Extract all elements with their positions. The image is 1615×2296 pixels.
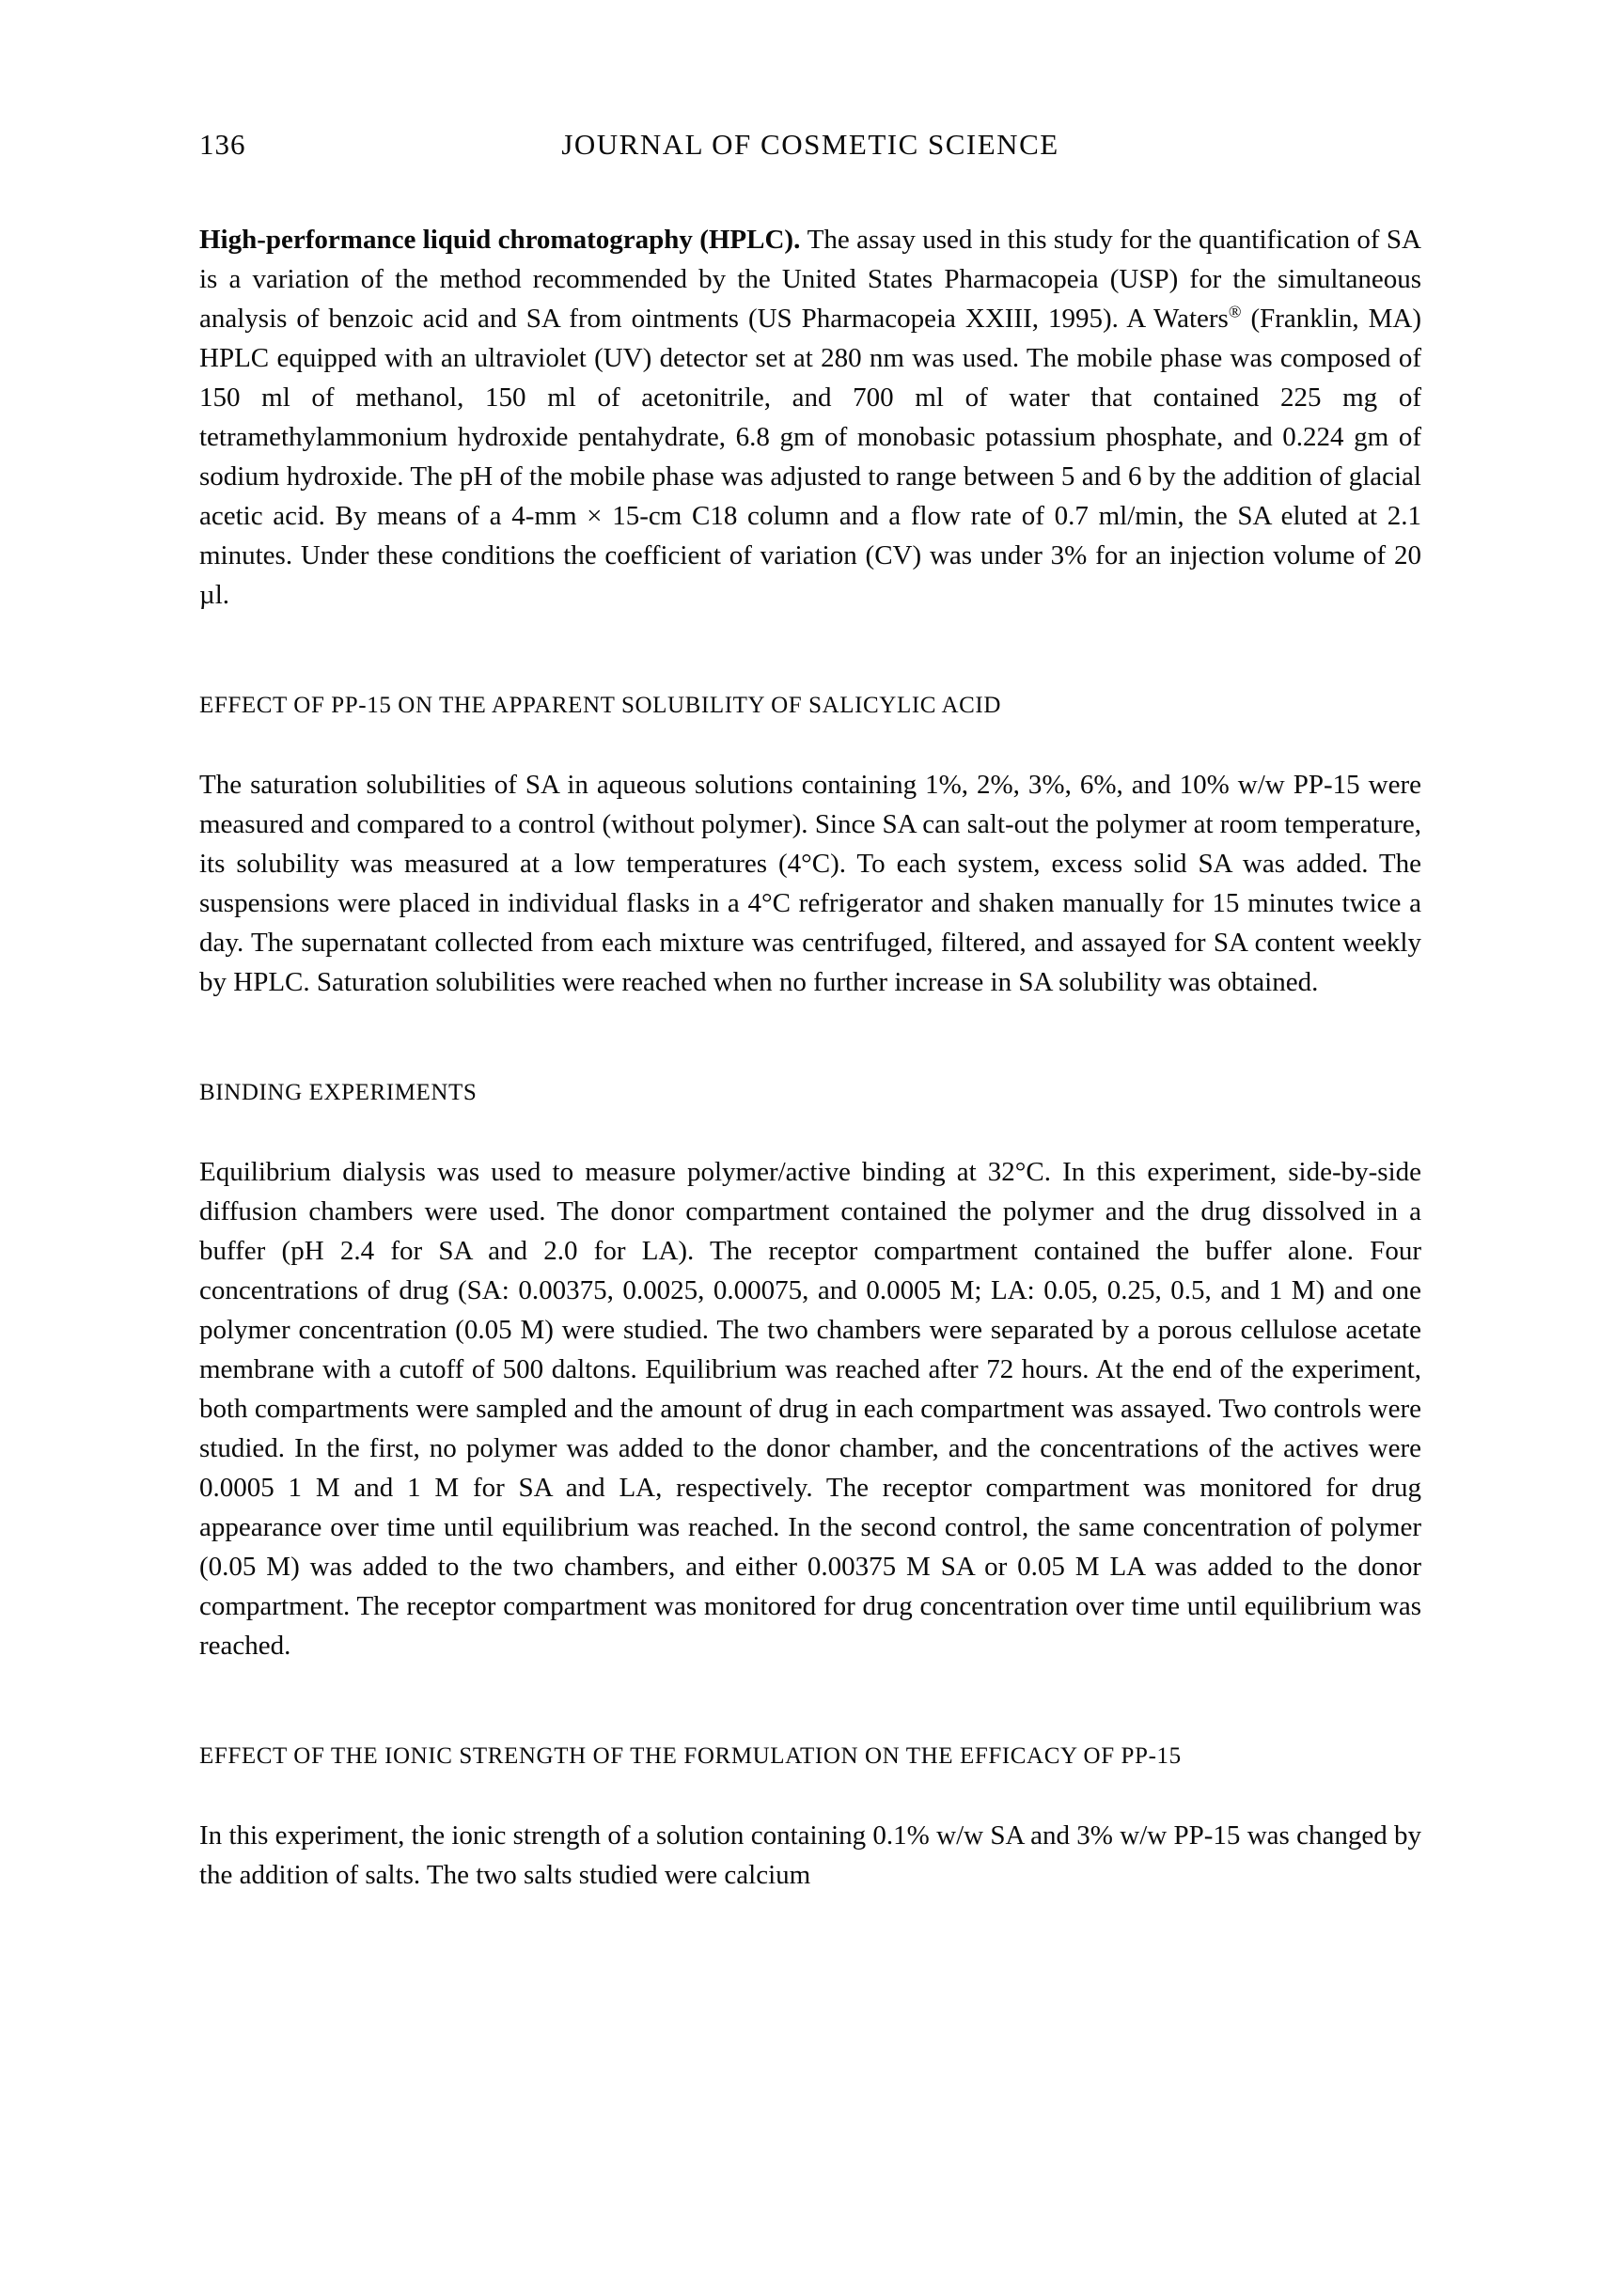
running-head-title: JOURNAL OF COSMETIC SCIENCE bbox=[561, 128, 1059, 161]
section-heading-ionic-strength: EFFECT OF THE IONIC STRENGTH OF THE FORMULATION ON THE EFFICACY OF PP-15 bbox=[199, 1743, 1182, 1769]
paragraph-ionic-strength: In this experiment, the ionic strength of a solution containing 0.1% w/w SA and 3% w/w PP-15 was changed by the addition of salts. The two salts studied were calcium bbox=[199, 1820, 1421, 1890]
page-content bbox=[199, 220, 1421, 1895]
page-number: 136 bbox=[199, 128, 246, 161]
running-header bbox=[199, 128, 1421, 169]
section-heading-solubility: EFFECT OF PP-15 ON THE APPARENT SOLUBILITY OF SALICYLIC ACID bbox=[199, 693, 1002, 718]
paragraph-hplc-method: High-performance liquid chromatography (HPLC). The assay used in this study for the quantification of SA is a variation of the method recommended by the United States Pharmacopeia (USP) for the simultaneous analysis of benzoic acid and SA from ointments (US Pharmacopeia XXIII, 1995). A Waters® (Franklin, MA) HPLC equipped with an ultraviolet (UV) detector set at 280 nm was used. The mobile phase was composed of 150 ml of methanol, 150 ml of acetonitrile, and 700 ml of water that contained 225 mg of tetramethylammonium hydroxide pentahydrate, 6.8 gm of monobasic potassium phosphate, and 0.224 gm of sodium hydroxide. The pH of the mobile phase was adjusted to range between 5 and 6 by the addition of glacial acetic acid. By means of a 4-mm × 15-cm C18 column and a flow rate of 0.7 ml/min, the SA eluted at 2.1 minutes. Under these conditions the coefficient of variation (CV) was under 3% for an injection volume of 20 µl. bbox=[199, 225, 1421, 610]
paragraph-solubility: The saturation solubilities of SA in aqueous solutions containing 1%, 2%, 3%, 6%, and 10% w/w PP-15 were measured and compared to a control (without polymer). Since SA can salt-out the polymer at room temperature, its solubility was measured at a low temperatures (4°C). To each system, excess solid SA was added. The suspensions were placed in individual flasks in a 4°C refrigerator and shaken manually for 15 minutes twice a day. The supernatant collected from each mixture was centrifuged, filtered, and assayed for SA content weekly by HPLC. Saturation solubilities were reached when no further increase in SA solubility was obtained. bbox=[199, 770, 1421, 997]
section-heading-binding-experiments: BINDING EXPERIMENTS bbox=[199, 1080, 478, 1105]
paragraph-binding-experiments: Equilibrium dialysis was used to measure polymer/active binding at 32°C. In this experiment, side-by-side diffusion chambers were used. The donor compartment contained the polymer and the drug dissolved in a buffer (pH 2.4 for SA and 2.0 for LA). The receptor compartment contained the buffer alone. Four concentrations of drug (SA: 0.00375, 0.0025, 0.00075, and 0.0005 M; LA: 0.05, 0.25, 0.5, and 1 M) and one polymer concentration (0.05 M) were studied. The two chambers were separated by a porous cellulose acetate membrane with a cutoff of 500 daltons. Equilibrium was reached after 72 hours. At the end of the experiment, both compartments were sampled and the amount of drug in each compartment was assayed. Two controls were studied. In the first, no polymer was added to the donor chamber, and the concentrations of the actives were 0.0005 1 M and 1 M for SA and LA, respectively. The receptor compartment was monitored for drug appearance over time until equilibrium was reached. In the second control, the same concentration of polymer (0.05 M) was added to the two chambers, and either 0.00375 M SA or 0.05 M LA was added to the donor compartment. The receptor compartment was monitored for drug concentration over time until equilibrium was reached. bbox=[199, 1157, 1421, 1661]
